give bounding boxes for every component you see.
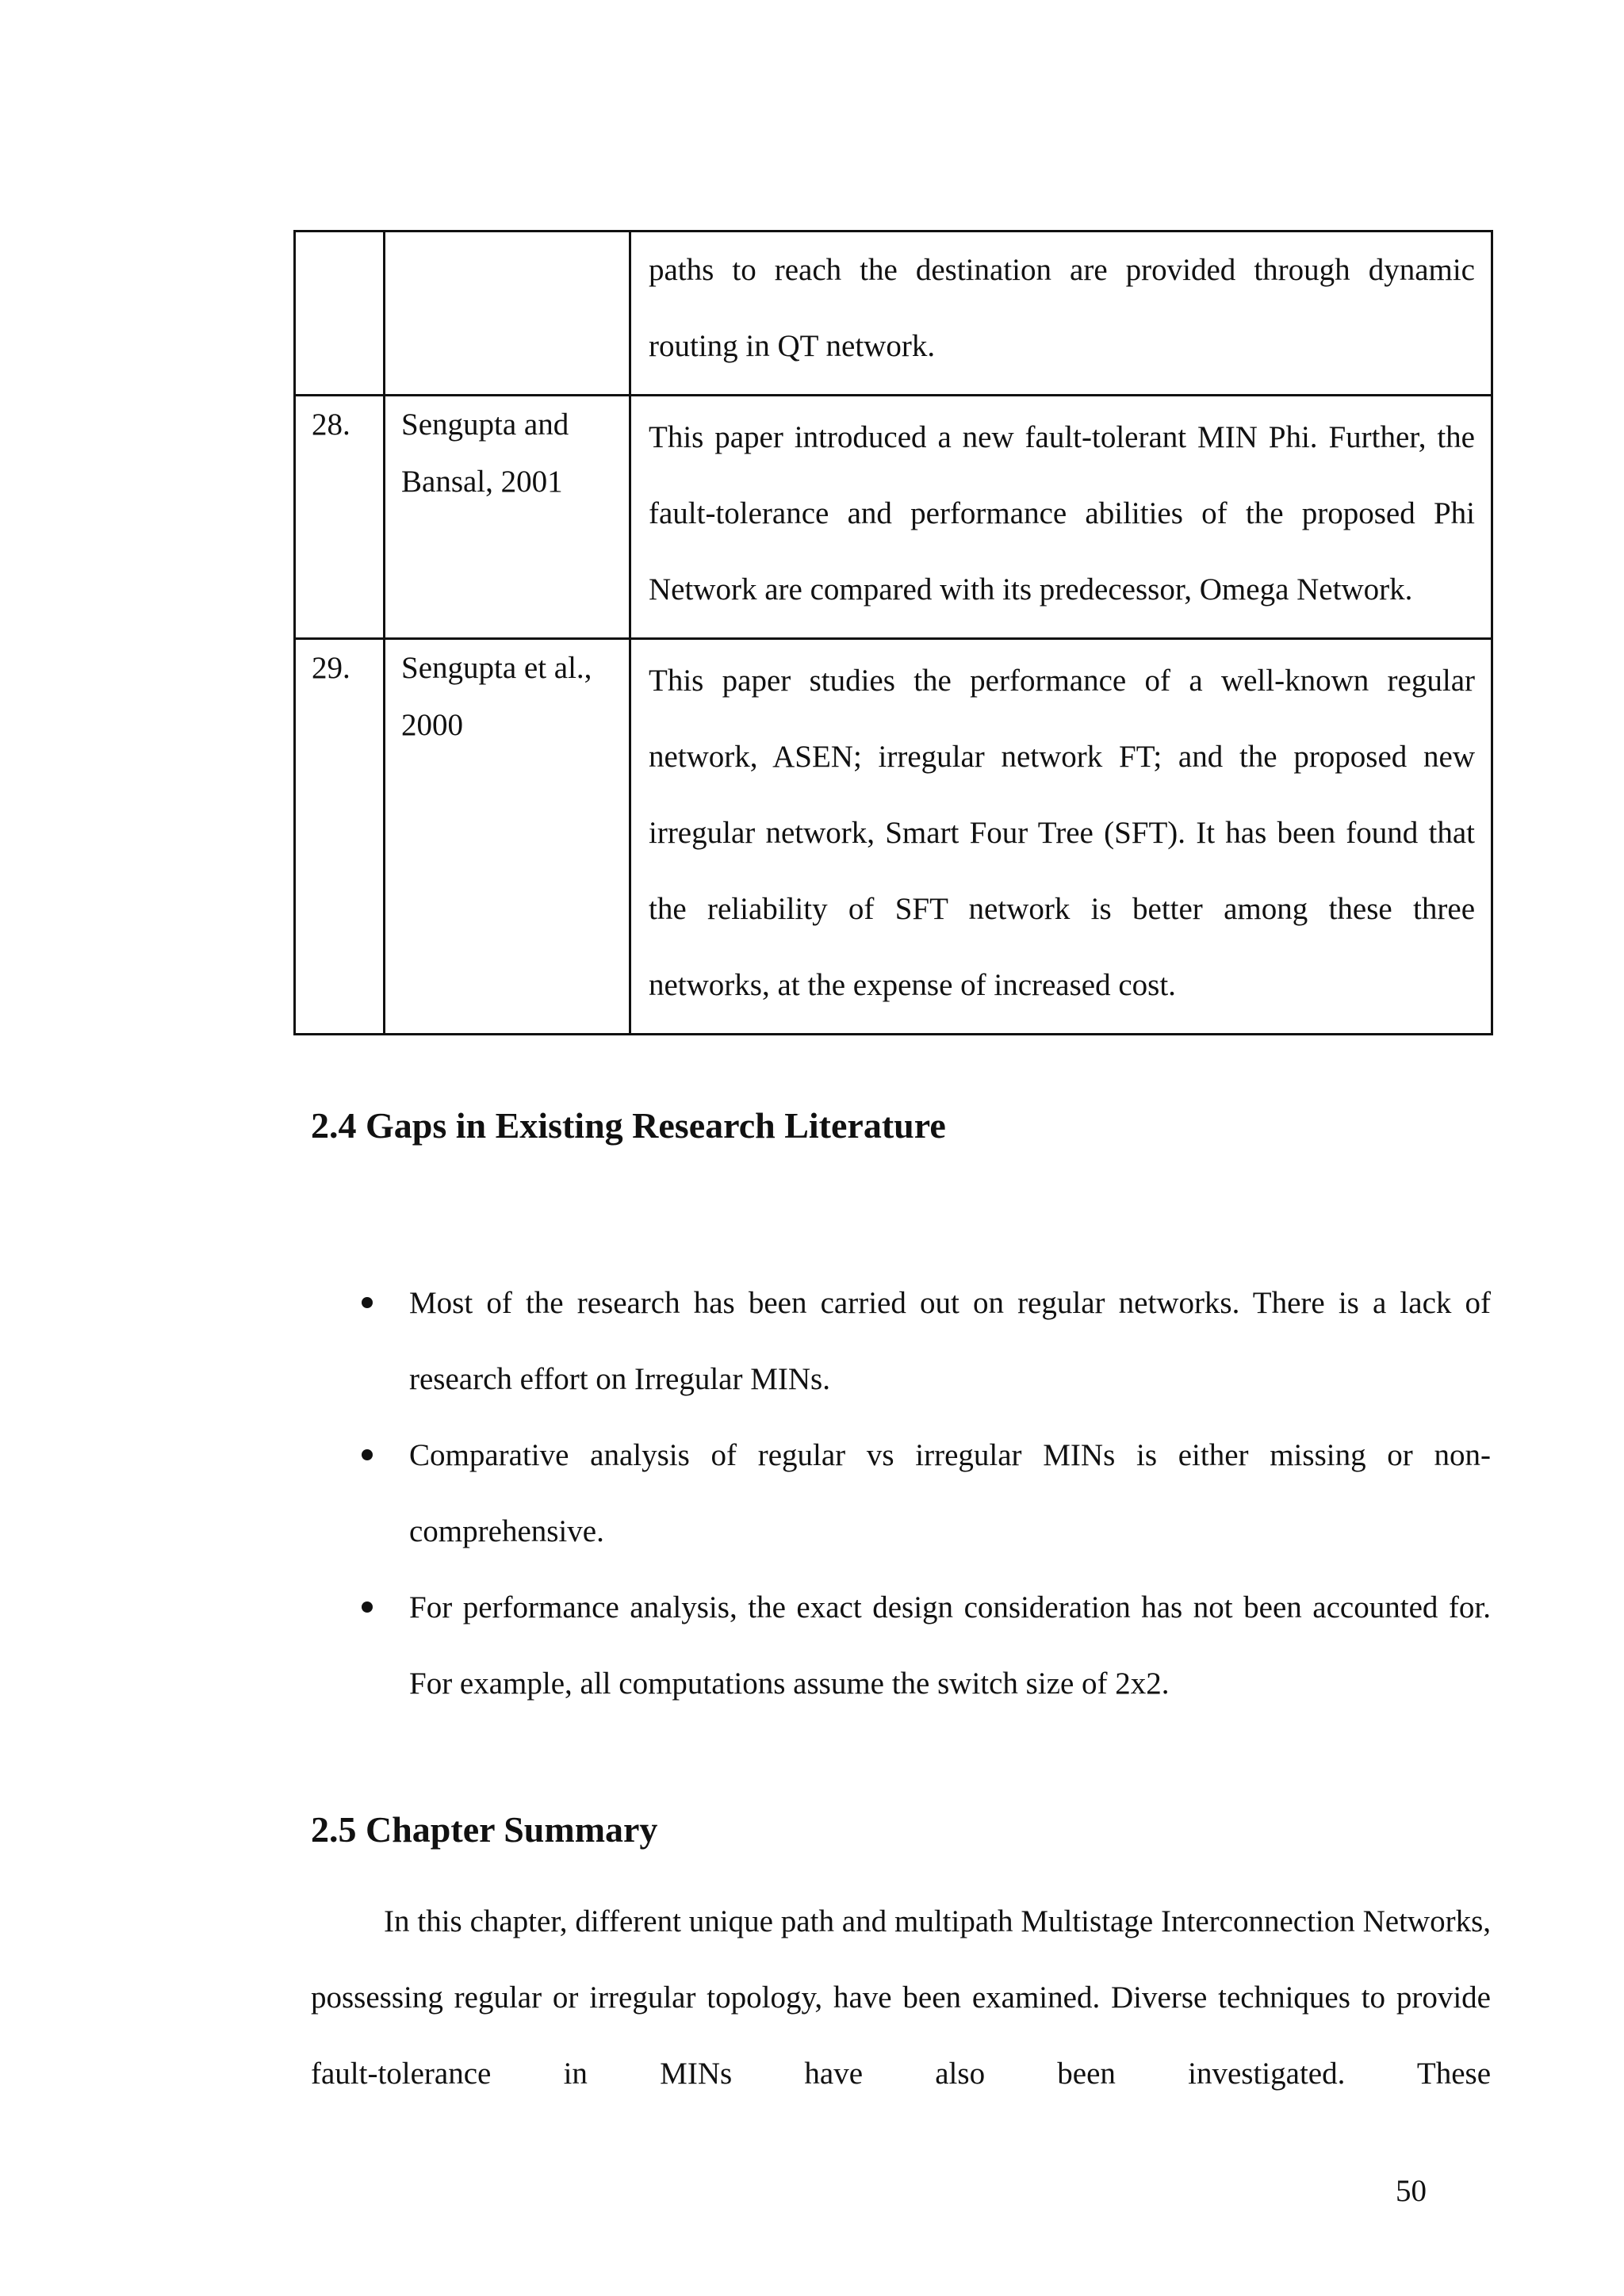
description-text: paths to reach the destination are provided through dynamic routing in QT network. [649,253,1475,363]
row-number: 28. [295,396,385,639]
bullet-text: For performance analysis, the exact design consideration has not been accounted for. For example, all computations assume the switch size of 2x2. [409,1590,1491,1701]
author-line: 2000 [401,708,463,742]
description-text: This paper studies the performance of a well-known regular network, ASEN; irregular network FT; and the proposed new irregular network, Smart Four Tree (SFT). It has been found that the reliability of SFT network is better among these three networks, at the expense of increased cost. [649,664,1475,1002]
table-row [295,396,1492,639]
row-number [295,232,385,396]
list-item [311,1570,1491,1722]
row-description [630,232,1492,396]
row-author [385,639,630,1035]
author-line: Sengupta et al., [401,651,592,685]
bullet-icon [362,1297,373,1308]
bullet-text: Most of the research has been carried out on regular networks. There is a lack of research effort on Irregular MINs. [409,1286,1491,1396]
page-number: 50 [1396,2174,1427,2208]
section-heading-gaps: 2.4 Gaps in Existing Research Literature [311,1105,946,1146]
bullet-icon [362,1449,373,1460]
literature-table [293,230,1493,1035]
row-author [385,396,630,639]
list-item [311,1265,1491,1418]
summary-paragraph: In this chapter, different unique path and multipath Multistage Interconnection Networks, possessing regular or irregular topology, have been examined. Diverse techniques to provide fault-tolerance in MINs have also been investigated. These [311,1904,1491,2091]
author-line: Sengupta and [401,408,569,442]
row-number: 29. [295,639,385,1035]
gaps-bullet-list [311,1265,1491,1722]
row-description [630,396,1492,639]
table-row [295,232,1492,396]
author-line: Bansal, 2001 [401,465,563,499]
description-text: This paper introduced a new fault-tolerant MIN Phi. Further, the fault-tolerance and performance abilities of the proposed Phi Network are compared with its predecessor, Omega Network. [649,420,1475,607]
bullet-icon [362,1601,373,1613]
section-heading-summary: 2.5 Chapter Summary [311,1809,658,1850]
table-row [295,639,1492,1035]
row-description [630,639,1492,1035]
row-author [385,232,630,396]
bullet-text: Comparative analysis of regular vs irregular MINs is either missing or non-comprehensive. [409,1438,1491,1548]
list-item [311,1418,1491,1570]
